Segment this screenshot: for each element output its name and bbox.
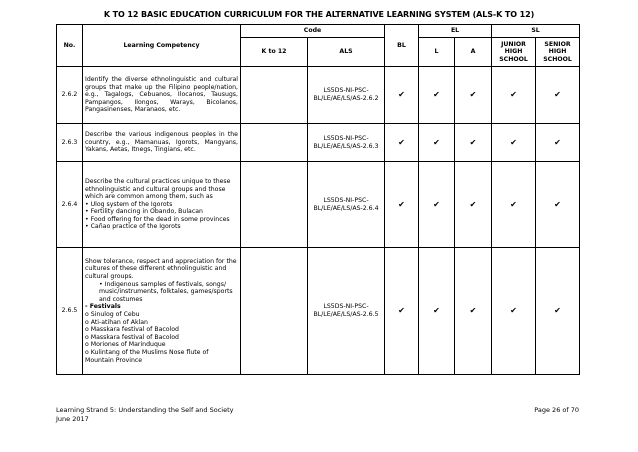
row-k12-code (241, 124, 308, 162)
competency-line: • Cañao practice of the Igorots (85, 223, 181, 231)
check-icon: ✔ (419, 67, 455, 124)
check-icon: ✔ (492, 162, 536, 248)
row-k12-code (241, 162, 308, 248)
header-competency: Learning Competency (83, 25, 241, 67)
check-icon: ✔ (492, 67, 536, 124)
footer-date: June 2017 (56, 414, 89, 423)
header-bl: BL (385, 25, 419, 67)
page-footer (56, 406, 579, 423)
check-icon: ✔ (492, 248, 536, 375)
document-title: K TO 12 BASIC EDUCATION CURRICULUM FOR THE ALTERNATIVE LEARNING SYSTEM (ALS-K TO 12) (103, 10, 535, 19)
check-icon: ✔ (385, 124, 419, 162)
row-als-code: LS5DS-NI-PSC-BL/LE/AE/LS/AS-2.6.4 (308, 162, 385, 248)
row-number: 2.6.5 (57, 248, 83, 375)
row-als-code: LS5DS-NI-PSC-BL/LE/AE/LS/AS-2.6.2 (308, 67, 385, 124)
header-shs: SENIOR HIGH SCHOOL (536, 38, 580, 67)
check-icon: ✔ (536, 162, 580, 248)
header-als: ALS (308, 38, 385, 67)
competency-line: • Ulog system of the Igorots (85, 200, 173, 208)
check-icon: ✔ (385, 67, 419, 124)
footer-page-number: Page 26 of 70 (534, 406, 579, 414)
header-k12: K to 12 (241, 38, 308, 67)
festival-item: o Sinulog of Cebu (85, 311, 140, 318)
table-row (57, 67, 580, 124)
festival-item: o Kulintang of the Muslims Nose flute of Mountain Province (85, 348, 209, 364)
competency-intro: Show tolerance, respect and appreciation for the cultures of these different ethnolinguistic and cultural groups. (85, 257, 237, 281)
curriculum-table (56, 24, 580, 375)
check-icon: ✔ (455, 67, 492, 124)
table-row (57, 248, 580, 375)
check-icon: ✔ (455, 124, 492, 162)
row-number: 2.6.2 (57, 67, 83, 124)
check-icon: ✔ (419, 248, 455, 375)
check-icon: ✔ (455, 162, 492, 248)
row-k12-code (241, 248, 308, 375)
row-k12-code (241, 67, 308, 124)
table-row (57, 124, 580, 162)
check-icon: ✔ (419, 124, 455, 162)
footer-learning-strand: Learning Strand 5: Understanding the Self and Society (56, 406, 234, 414)
header-el: EL (419, 25, 492, 38)
row-competency (83, 162, 241, 248)
competency-line: Describe the cultural practices unique to these ethnolinguistic and cultural groups and those which are common among them, such as (85, 177, 231, 201)
festival-item: o Moriones of Marinduque (85, 341, 166, 349)
check-icon: ✔ (455, 248, 492, 375)
competency-line: • Fertility dancing in Obando, Bulacan (85, 208, 203, 216)
header-l: L (419, 38, 455, 67)
header-sl: SL (492, 25, 580, 38)
check-icon: ✔ (385, 248, 419, 375)
check-icon: ✔ (419, 162, 455, 248)
row-number: 2.6.4 (57, 162, 83, 248)
row-competency: Identify the diverse ethnolinguistic and cultural groups that make up the Filipino people/nation, e.g., Tagalogs, Cebuanos, Ilocanos, Tausugs, Pampangos, Ilongos, Warays, Bicolanos, Pangasinenses, Maranaos, etc. (83, 67, 241, 124)
festival-item: o Masskara festival of Bacolod (85, 333, 179, 341)
header-code: Code (241, 25, 385, 38)
competency-bullet: • Indigenous samples of festivals, songs/ music/instruments, folktales, games/sports and costumes (99, 280, 233, 303)
competency-line: • Food offering for the dead in some provinces (85, 215, 230, 223)
header-a: A (455, 38, 492, 67)
row-number: 2.6.3 (57, 124, 83, 162)
row-als-code: LS5DS-NI-PSC-BL/LE/AE/LS/AS-2.6.3 (308, 124, 385, 162)
header-no: No. (57, 25, 83, 67)
check-icon: ✔ (492, 124, 536, 162)
check-icon: ✔ (385, 162, 419, 248)
check-icon: ✔ (536, 67, 580, 124)
check-icon: ✔ (536, 248, 580, 375)
row-competency (83, 248, 241, 375)
header-jhs: JUNIOR HIGH SCHOOL (492, 38, 536, 67)
festivals-heading: - Festivals (85, 303, 121, 311)
festival-item: o Ati-atihan of Aklan (85, 318, 148, 326)
row-competency: Describe the various indigenous peoples in the country, e.g., Mamanuas, Igorots, Mangyans, Yakans, Aetas, Itnegs, Tingians, etc. (83, 124, 241, 162)
row-als-code: LS5DS-NI-PSC-BL/LE/AE/LS/AS-2.6.5 (308, 248, 385, 375)
check-icon: ✔ (536, 124, 580, 162)
festival-item: o Masskara festival of Bacolod (85, 326, 179, 334)
table-row (57, 162, 580, 248)
